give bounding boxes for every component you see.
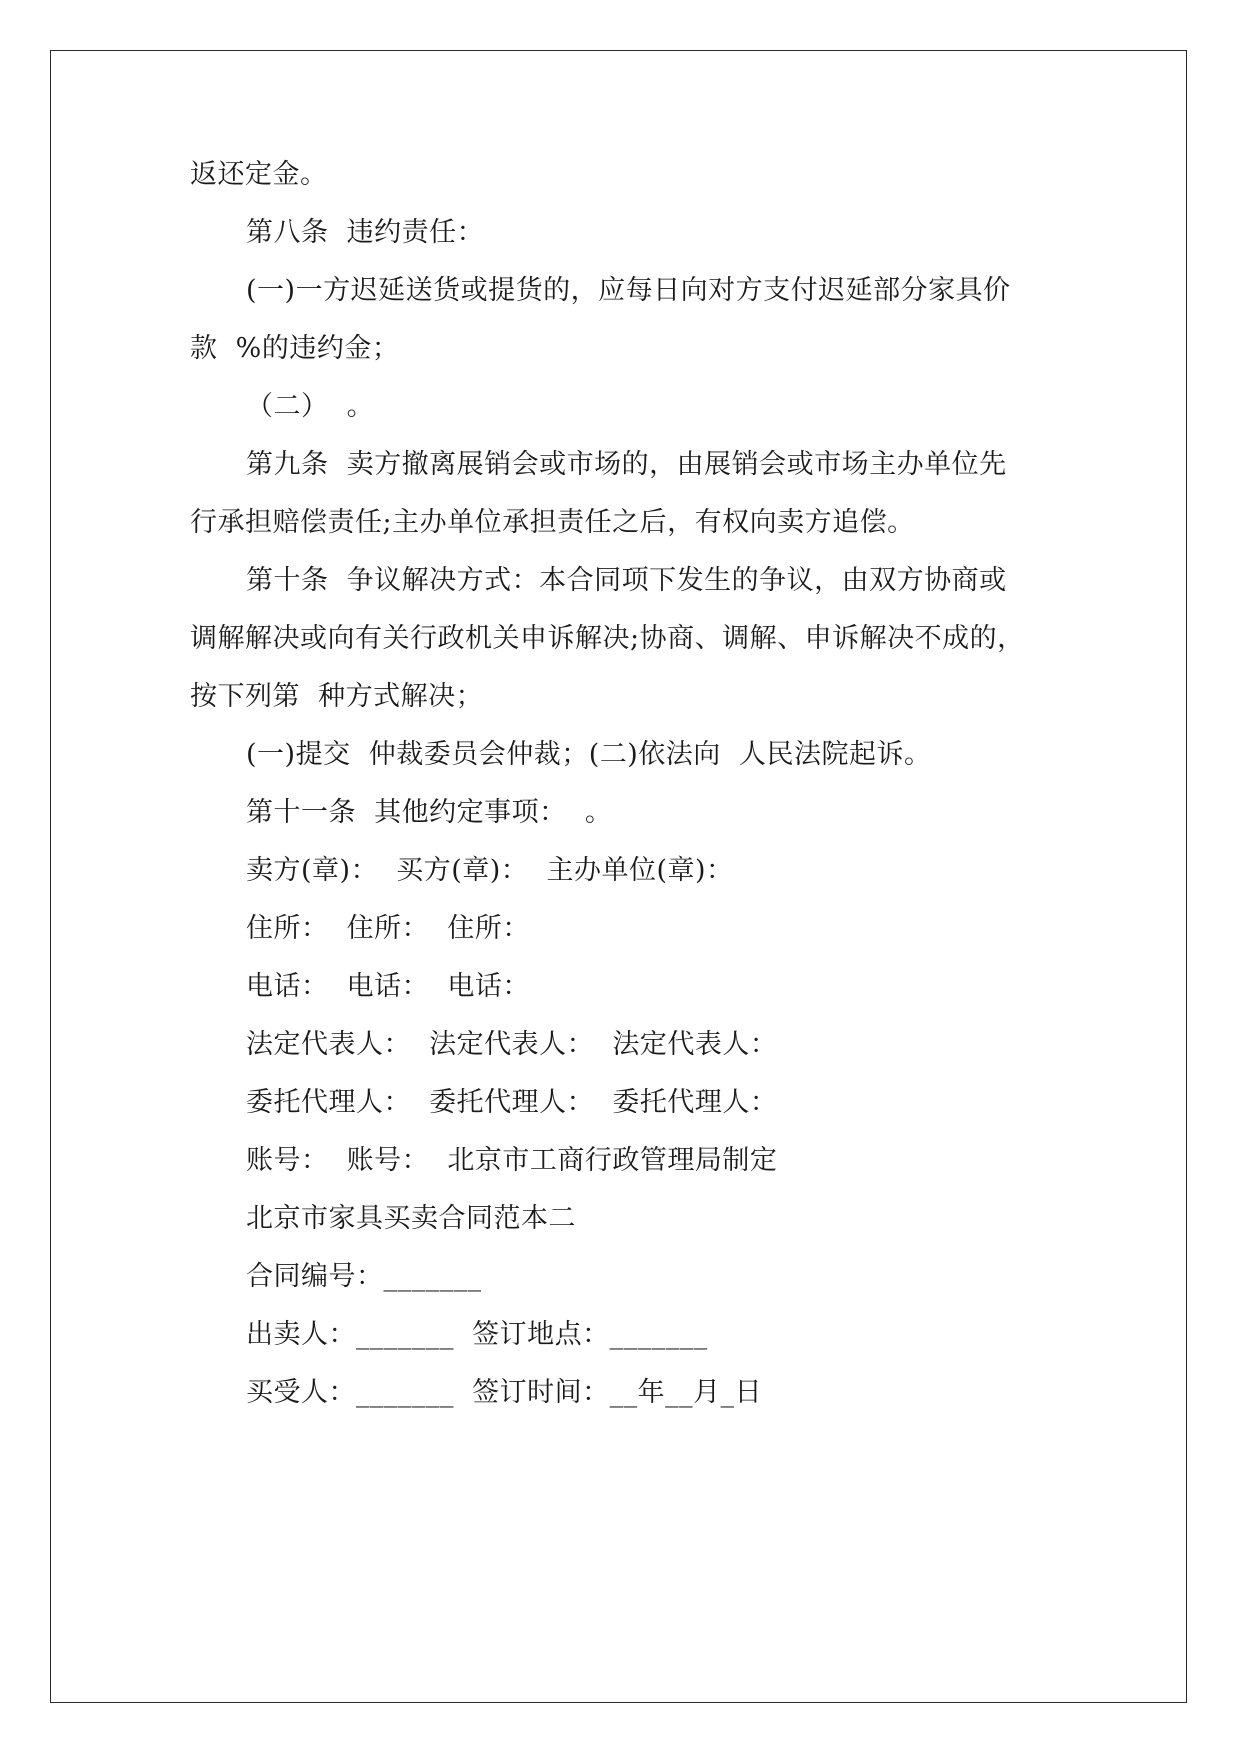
article-9: 第九条 卖方撤离展销会或市场的，由展销会或市场主办单位先	[246, 449, 1007, 480]
article-11: 第十一条 其他约定事项： 。	[246, 797, 613, 828]
article-10-options: (一)提交 仲裁委员会仲裁；(二)依法向 人民法院起诉。	[246, 739, 932, 770]
legal-rep-row: 法定代表人： 法定代表人： 法定代表人：	[246, 1029, 778, 1060]
account-row: 账号： 账号： 北京市工商行政管理局制定	[246, 1145, 778, 1176]
article-9-cont: 行承担赔偿责任;主办单位承担责任之后，有权向卖方追偿。	[190, 507, 915, 538]
address-row: 住所： 住所： 住所：	[246, 913, 530, 944]
article-10-cont-2: 按下列第 种方式解决；	[190, 681, 484, 712]
text-line-refund-deposit: 返还定金。	[190, 159, 328, 190]
signature-seal-row: 卖方(章)： 买方(章)： 主办单位(章)：	[246, 855, 734, 886]
article-10-cont-1: 调解解决或向有关行政机关申诉解决;协商、调解、申诉解决不成的，	[190, 623, 1025, 654]
article-8-heading: 第八条 违约责任：	[246, 217, 485, 248]
article-8-clause-1-cont: 款 %的违约金；	[190, 333, 400, 364]
buyer-time-row: 买受人：_______ 签订时间：__年__月_日	[246, 1377, 763, 1408]
seller-place-row: 出卖人：_______ 签订地点：_______	[246, 1319, 708, 1350]
article-10: 第十条 争议解决方式：本合同项下发生的争议，由双方协商或	[246, 565, 1007, 596]
phone-row: 电话： 电话： 电话：	[246, 971, 530, 1002]
article-8-clause-2: （二） 。	[246, 391, 375, 422]
article-8-clause-1: (一)一方迟延送货或提货的，应每日向对方支付迟延部分家具价	[246, 275, 1011, 306]
contract-number-row: 合同编号：_______	[246, 1261, 482, 1292]
template-two-title: 北京市家具买卖合同范本二	[246, 1203, 576, 1234]
agent-row: 委托代理人： 委托代理人： 委托代理人：	[246, 1087, 778, 1118]
